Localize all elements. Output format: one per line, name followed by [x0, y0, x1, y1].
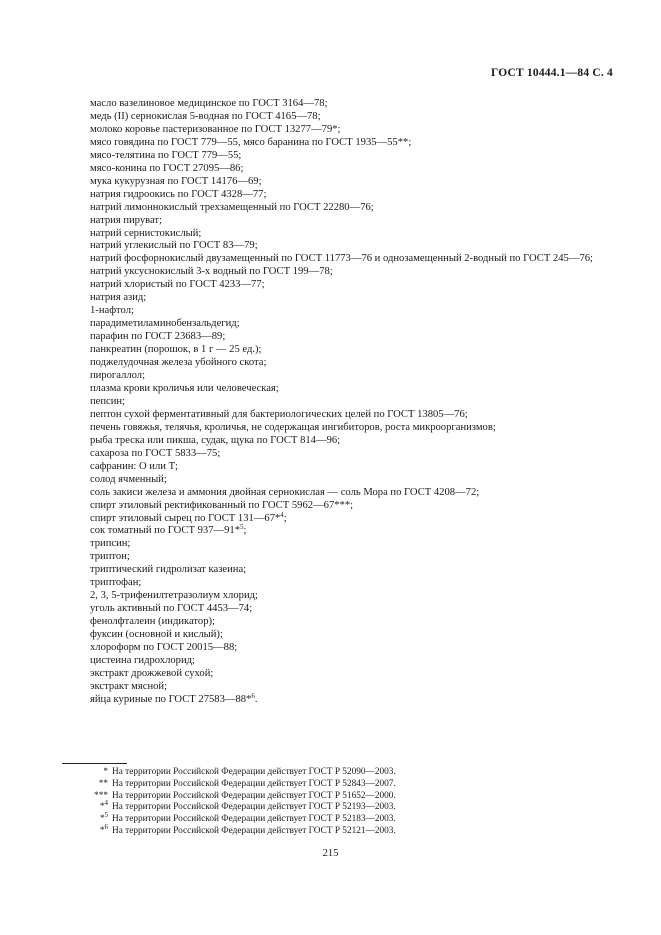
- list-item: соль закиси железа и аммония двойная сернокислая — соль Мора по ГОСТ 4208—72;: [90, 486, 480, 498]
- list-item: уголь активный по ГОСТ 4453—74;: [90, 603, 253, 615]
- footnote-mark: **: [98, 778, 108, 789]
- footnote-mark: *: [103, 767, 108, 777]
- footnote-ref-sup: 4: [280, 510, 284, 519]
- footnote-mark-sup: 6: [104, 822, 108, 831]
- list-item: натрия пируват;: [90, 214, 162, 226]
- list-item: солод ячменный;: [90, 473, 167, 485]
- footnote-text: На территории Российской Федерации действует ГОСТ Р 52121—2003.: [112, 825, 396, 836]
- list-item: рыба треска или пикша, судак, щука по ГОСТ 814—96;: [90, 434, 341, 446]
- footnote-ref: *: [275, 512, 281, 524]
- list-item-text: яйца куриные по ГОСТ 27583—88: [90, 693, 247, 705]
- page-header: ГОСТ 10444.1—84 С. 4: [490, 67, 613, 79]
- list-item: мясо говядина по ГОСТ 779—55, мясо баранина по ГОСТ 1935—55**;: [90, 136, 412, 148]
- list-item: натрий лимоннокислый трехзамещенный по ГОСТ 22280—76;: [90, 201, 374, 213]
- footnote: [62, 791, 396, 803]
- footnote-ref: *: [234, 525, 240, 537]
- list-item: [62, 510, 607, 526]
- list-item: фуксин (основной и кислый);: [90, 629, 223, 641]
- list-item: сафранин: О или Т;: [90, 460, 178, 472]
- list-item: 1-нафтол;: [90, 305, 134, 317]
- list-item: натрий фосфорнокислый двузамещенный по ГОСТ 11773—76 и однозамещенный 2-водный по ГОСТ 245—76;: [90, 253, 593, 265]
- footnote-divider: [62, 763, 127, 764]
- footnote: [62, 811, 396, 826]
- footnote-mark: *: [99, 802, 105, 813]
- footnote-text: На территории Российской Федерации действует ГОСТ Р 51652—2000.: [112, 790, 396, 801]
- list-item: пирогаллол;: [90, 370, 146, 382]
- list-item: натрия азид;: [90, 292, 147, 304]
- list-item-text: сок томатный по ГОСТ 937—91: [90, 525, 235, 537]
- list-item: натрий углекислый по ГОСТ 83—79;: [90, 240, 258, 252]
- list-item: поджелудочная железа убойного скота;: [90, 357, 267, 369]
- list-item: натрий сернистокислый;: [90, 227, 202, 239]
- list-item-end: .: [254, 693, 258, 705]
- page-number: 215: [322, 848, 339, 859]
- list-item: цистеина гидрохлорид;: [90, 654, 195, 666]
- list-item: молоко коровье пастеризованное по ГОСТ 13277—79*;: [90, 123, 341, 135]
- list-item: масло вазелиновое медицинское по ГОСТ 3164—78;: [90, 98, 328, 109]
- list-item: экстракт мясной;: [90, 680, 168, 692]
- footnote-mark: ***: [94, 790, 108, 801]
- footnote-text: На территории Российской Федерации действует ГОСТ Р 52183—2003.: [112, 814, 396, 825]
- footnote-text: На территории Российской Федерации действует ГОСТ Р 52193—2003.: [112, 802, 396, 813]
- footnote-ref-sup: 6: [251, 691, 255, 700]
- list-item: хлороформ по ГОСТ 20015—88;: [90, 642, 238, 654]
- list-item: плазма крови кроличья или человеческая;: [90, 382, 279, 394]
- list-item: парадиметиламинобензальдегид;: [90, 318, 240, 330]
- footnote-ref-sup: 5: [240, 523, 244, 532]
- list-item: фенолфталеин (индикатор);: [90, 616, 215, 628]
- footnote: [62, 779, 396, 791]
- footnote-mark: *: [99, 814, 105, 825]
- footnote-ref: *: [246, 693, 252, 705]
- list-item: натрия гидроокись по ГОСТ 4328—77;: [90, 188, 267, 200]
- footnote-mark-sup: 4: [104, 799, 108, 808]
- list-item: парафин по ГОСТ 23683—89;: [90, 331, 226, 343]
- footnote-mark-sup: 5: [104, 811, 108, 820]
- list-item: натрий хлористый по ГОСТ 4233—77;: [90, 279, 265, 291]
- list-item: мука кукурузная по ГОСТ 14176—69;: [90, 175, 262, 187]
- footnote-text: На территории Российской Федерации действует ГОСТ Р 52843—2007.: [112, 778, 396, 789]
- list-item: [62, 525, 607, 538]
- list-item-end: ;: [283, 512, 287, 524]
- list-item: триптофан;: [90, 577, 142, 589]
- footnote: [62, 822, 396, 838]
- list-item: печень говяжья, телячья, кроличья, не содержащая ингибиторов, роста микроорганизмов;: [90, 421, 496, 433]
- footnote: [62, 767, 396, 779]
- footnotes: [62, 767, 396, 838]
- list-item: мясо-конина по ГОСТ 27095—86;: [90, 162, 244, 174]
- list-item: сахароза по ГОСТ 5833—75;: [90, 447, 221, 459]
- list-item: натрий уксуснокислый 3-х водный по ГОСТ 199—78;: [90, 266, 333, 278]
- list-item: триптон;: [90, 551, 130, 563]
- list-item: триптический гидролизат казеина;: [90, 564, 247, 576]
- list-item-end: ;: [243, 525, 247, 537]
- list-item: мясо-телятина по ГОСТ 779—55;: [90, 149, 242, 161]
- list-item: 2, 3, 5-трифенилтетразолиум хлорид;: [90, 590, 258, 602]
- list-item: панкреатин (порошок, в 1 г — 25 ед.);: [90, 344, 262, 356]
- footnote: [62, 799, 396, 814]
- list-item: пептон сухой ферментативный для бактериологических целей по ГОСТ 13805—76;: [90, 408, 468, 420]
- list-item: пепсин;: [90, 395, 126, 407]
- footnote-text: На территории Российской Федерации действует ГОСТ Р 52090—2003.: [112, 767, 396, 777]
- list-item-text: спирт этиловый сырец по ГОСТ 131—67: [90, 512, 275, 524]
- footnote-mark: *: [99, 825, 105, 836]
- list-item: медь (II) сернокислая 5-водная по ГОСТ 4165—78;: [90, 110, 321, 122]
- list-item: [62, 691, 607, 707]
- list-item: трипсин;: [90, 538, 131, 550]
- list-item: спирт этиловый ректификованный по ГОСТ 5962—67***;: [90, 499, 354, 511]
- reagent-list: [62, 98, 607, 707]
- list-item: экстракт дрожжевой сухой;: [90, 667, 214, 679]
